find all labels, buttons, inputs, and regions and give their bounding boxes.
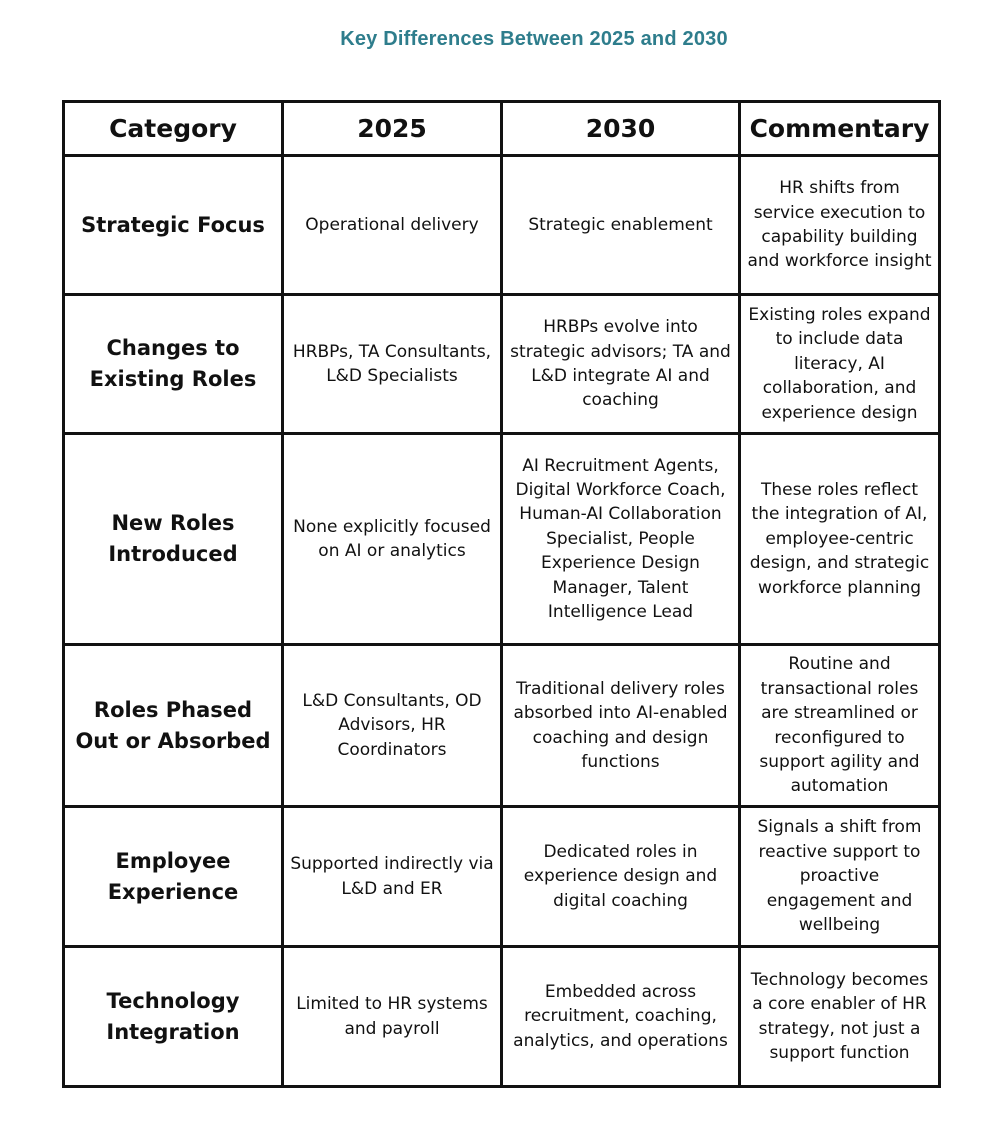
table-row xyxy=(64,807,940,947)
table-row xyxy=(64,645,940,807)
cell-2025: HRBPs, TA Consultants, L&D Specialists xyxy=(283,295,502,434)
commentary-cell: Existing roles expand to include data literacy, AI collaboration, and experience design xyxy=(740,295,940,434)
table-row xyxy=(64,434,940,645)
cell-2030: Dedicated roles in experience design and digital coaching xyxy=(502,807,740,947)
cell-2030: Embedded across recruitment, coaching, analytics, and operations xyxy=(502,947,740,1087)
category-cell: Employee Experience xyxy=(64,807,283,947)
table-row xyxy=(64,156,940,295)
header-commentary: Commentary xyxy=(740,102,940,156)
header-row xyxy=(64,102,940,156)
table-row xyxy=(64,947,940,1087)
cell-2025: None explicitly focused on AI or analytics xyxy=(283,434,502,645)
cell-2025: Operational delivery xyxy=(283,156,502,295)
category-cell: Changes to Existing Roles xyxy=(64,295,283,434)
commentary-cell: These roles reflect the integration of AI, employee-centric design, and strategic workforce planning xyxy=(740,434,940,645)
comparison-table xyxy=(62,100,941,1088)
page-title: Key Differences Between 2025 and 2030 xyxy=(340,28,728,50)
cell-2030: HRBPs evolve into strategic advisors; TA and L&D integrate AI and coaching xyxy=(502,295,740,434)
commentary-cell: HR shifts from service execution to capability building and workforce insight xyxy=(740,156,940,295)
commentary-cell: Technology becomes a core enabler of HR strategy, not just a support function xyxy=(740,947,940,1087)
category-cell: Strategic Focus xyxy=(64,156,283,295)
cell-2030: Strategic enablement xyxy=(502,156,740,295)
cell-2025: L&D Consultants, OD Advisors, HR Coordinators xyxy=(283,645,502,807)
header-2025: 2025 xyxy=(283,102,502,156)
header-category: Category xyxy=(64,102,283,156)
cell-2025: Limited to HR systems and payroll xyxy=(283,947,502,1087)
cell-2030: Traditional delivery roles absorbed into AI-enabled coaching and design functions xyxy=(502,645,740,807)
commentary-cell: Signals a shift from reactive support to proactive engagement and wellbeing xyxy=(740,807,940,947)
category-cell: New Roles Introduced xyxy=(64,434,283,645)
category-cell: Roles Phased Out or Absorbed xyxy=(64,645,283,807)
header-2030: 2030 xyxy=(502,102,740,156)
commentary-cell: Routine and transactional roles are streamlined or reconfigured to support agility and automation xyxy=(740,645,940,807)
table-row xyxy=(64,295,940,434)
category-cell: Technology Integration xyxy=(64,947,283,1087)
cell-2030: AI Recruitment Agents, Digital Workforce Coach, Human-AI Collaboration Specialist, People Experience Design Manager, Talent Intelligence Lead xyxy=(502,434,740,645)
cell-2025: Supported indirectly via L&D and ER xyxy=(283,807,502,947)
